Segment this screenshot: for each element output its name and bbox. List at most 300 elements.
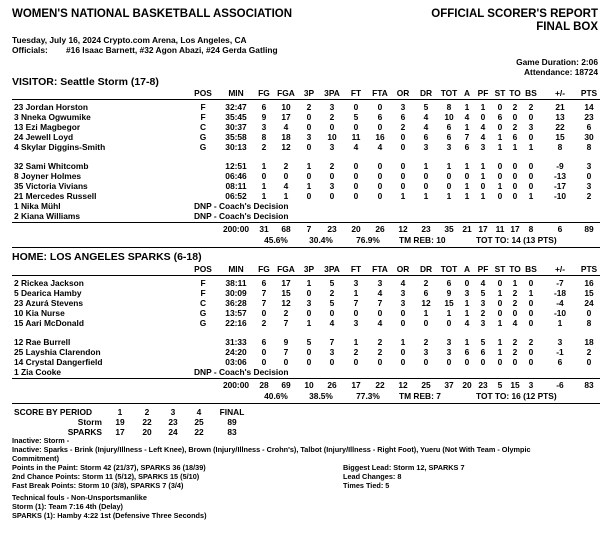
- stat-ft: 11: [351, 132, 361, 142]
- stat-or: 3: [400, 288, 406, 298]
- total-pa3: 26: [327, 380, 337, 390]
- stat-dr: 2: [423, 337, 429, 347]
- player-name: 8 Joyner Holmes: [14, 171, 82, 181]
- stat-tot: 10: [444, 112, 454, 122]
- column-header-st: ST: [494, 88, 506, 98]
- stat-to: 0: [512, 161, 518, 171]
- total-to: 17: [510, 224, 520, 234]
- stat-dr: 3: [423, 142, 429, 152]
- stat-pm: -10: [553, 191, 567, 201]
- stat-a: 1: [464, 102, 470, 112]
- stat-to: 2: [512, 102, 518, 112]
- total-bs: 8: [528, 224, 534, 234]
- period-score: 22: [194, 427, 204, 437]
- stat-or: 0: [400, 357, 406, 367]
- stat-pts: 16: [584, 278, 594, 288]
- total-min: 200:00: [222, 224, 250, 234]
- biggest-lead: Biggest Lead: Storm 12, SPARKS 7: [343, 463, 465, 472]
- stat-bs: 3: [528, 122, 534, 132]
- stat-fga: 7: [283, 318, 289, 328]
- stat-fga: 1: [283, 191, 289, 201]
- player-name: 23 Jordan Horston: [14, 102, 88, 112]
- stat-bs: 0: [528, 132, 534, 142]
- stat-dr: 0: [423, 171, 429, 181]
- stat-bs: 0: [528, 278, 534, 288]
- column-header-pf: PF: [477, 88, 489, 98]
- inactive-sparks-cont: Commitment): [12, 454, 60, 463]
- stat-pm: 1: [557, 318, 563, 328]
- technical-storm: Storm (1): Team 7:16 4th (Delay): [12, 502, 123, 511]
- total-p3: 10: [304, 380, 314, 390]
- player-row: [0, 347, 612, 357]
- stat-ft: 0: [353, 181, 359, 191]
- player-row: [0, 161, 612, 171]
- stat-dr: 5: [423, 102, 429, 112]
- stat-min: 06:46: [225, 171, 247, 181]
- stat-ft: 7: [353, 298, 359, 308]
- player-row: [0, 337, 612, 347]
- stat-pa3: 10: [327, 132, 337, 142]
- stat-pm: 15: [555, 132, 565, 142]
- stat-a: 1: [464, 181, 470, 191]
- stat-fg: 9: [261, 112, 267, 122]
- stat-p3: 0: [306, 308, 312, 318]
- player-name: 2 Rickea Jackson: [14, 278, 84, 288]
- stat-pa3: 4: [329, 318, 335, 328]
- column-header-pts: PTS: [580, 88, 598, 98]
- total-p3: 7: [306, 224, 312, 234]
- stat-pa3: 3: [329, 181, 335, 191]
- player-row: [0, 288, 612, 298]
- period-score: 89: [227, 417, 237, 427]
- stat-tot: 0: [446, 181, 452, 191]
- attendance: Attendance: 18724: [523, 67, 598, 77]
- stat-fg: 2: [261, 318, 267, 328]
- stat-or: 4: [400, 278, 406, 288]
- stat-fg: 0: [261, 171, 267, 181]
- column-header-row: [0, 88, 612, 98]
- stat-st: 0: [497, 308, 503, 318]
- period-label: 3: [170, 407, 176, 417]
- stat-tot: 6: [446, 122, 452, 132]
- stat-tot: 1: [446, 308, 452, 318]
- column-header-p3: 3P: [303, 264, 315, 274]
- total-pf: 23: [478, 380, 488, 390]
- stat-pf: 0: [480, 112, 486, 122]
- total-tot: 35: [444, 224, 454, 234]
- total-a: 20: [462, 380, 472, 390]
- column-header-pm: +/-: [554, 264, 566, 274]
- stat-pts: 3: [586, 181, 592, 191]
- stat-or: 0: [400, 347, 406, 357]
- stat-pts: 2: [586, 347, 592, 357]
- team-rebounds: TM REB: 10: [399, 235, 446, 245]
- stat-fta: 0: [377, 122, 383, 132]
- dnp-note: DNP - Coach's Decision: [194, 367, 289, 377]
- stat-fga: 15: [281, 288, 291, 298]
- header-rule: [12, 275, 600, 276]
- stat-pm: 8: [557, 142, 563, 152]
- stat-pa3: 3: [329, 142, 335, 152]
- score-period-row: [0, 417, 612, 427]
- stat-pos: F: [200, 278, 206, 288]
- column-header-st: ST: [494, 264, 506, 274]
- stat-fg: 2: [261, 142, 267, 152]
- stat-fta: 0: [377, 181, 383, 191]
- stat-bs: 1: [528, 142, 534, 152]
- stat-st: 0: [497, 278, 503, 288]
- stat-pos: C: [199, 298, 207, 308]
- stat-fga: 12: [281, 298, 291, 308]
- total-to: 15: [510, 380, 520, 390]
- stat-pf: 4: [480, 278, 486, 288]
- report-title: OFFICIAL SCORER'S REPORT: [431, 8, 598, 20]
- stat-tot: 6: [446, 132, 452, 142]
- stat-tot: 8: [446, 102, 452, 112]
- column-header-p3: 3P: [303, 88, 315, 98]
- second-chance-points: 2nd Chance Points: Storm 11 (5/12), SPARKS 15 (5/10): [12, 472, 200, 481]
- column-header-fg: FG: [258, 88, 270, 98]
- stat-pa3: 2: [329, 112, 335, 122]
- inactive-storm: Inactive: Storm -: [12, 436, 70, 445]
- column-header-pf: PF: [477, 264, 489, 274]
- stat-or: 1: [400, 337, 406, 347]
- total-st: 11: [495, 224, 505, 234]
- stat-min: 08:11: [225, 181, 247, 191]
- stat-bs: 0: [528, 112, 534, 122]
- totals-row: [0, 380, 612, 390]
- stat-or: 0: [400, 171, 406, 181]
- total-or: 12: [398, 224, 408, 234]
- player-row: [0, 102, 612, 112]
- player-row: [0, 308, 612, 318]
- stat-a: 0: [464, 171, 470, 181]
- points-in-paint: Points in the Paint: Storm 42 (21/37), SPARKS 36 (18/39): [12, 463, 206, 472]
- total-ft: 20: [351, 224, 361, 234]
- stat-fta: 0: [377, 102, 383, 112]
- stat-ft: 1: [353, 337, 359, 347]
- stat-p3: 1: [306, 181, 312, 191]
- stat-ft: 4: [353, 142, 359, 152]
- player-name: 3 Nneka Ogwumike: [14, 112, 91, 122]
- stat-to: 2: [512, 288, 518, 298]
- stat-pf: 3: [480, 318, 486, 328]
- stat-min: 24:20: [225, 347, 247, 357]
- stat-fga: 0: [283, 357, 289, 367]
- column-header-row: [0, 264, 612, 274]
- stat-to: 0: [512, 181, 518, 191]
- player-name: 1 Nika Mühl: [14, 201, 61, 211]
- stat-to: 6: [512, 132, 518, 142]
- stat-dr: 1: [423, 191, 429, 201]
- stat-min: 30:13: [225, 142, 247, 152]
- total-bs: 3: [528, 380, 534, 390]
- stat-fga: 17: [281, 278, 291, 288]
- stat-pm: 22: [555, 122, 565, 132]
- stat-a: 1: [464, 298, 470, 308]
- stat-fg: 1: [261, 161, 267, 171]
- column-header-or: OR: [396, 264, 410, 274]
- stat-fg: 0: [261, 357, 267, 367]
- stat-fg: 0: [261, 347, 267, 357]
- section-end-rule: [12, 247, 600, 248]
- totals-rule: [12, 222, 600, 223]
- stat-pa3: 3: [329, 102, 335, 112]
- column-header-fg: FG: [258, 264, 270, 274]
- stat-fga: 12: [281, 142, 291, 152]
- section-end-rule: [12, 403, 600, 404]
- stat-to: 2: [512, 122, 518, 132]
- stat-fta: 4: [377, 288, 383, 298]
- percentages-row: [0, 391, 612, 401]
- stat-pos: G: [199, 308, 207, 318]
- stat-a: 1: [464, 308, 470, 318]
- stat-or: 2: [400, 122, 406, 132]
- column-header-pa3: 3PA: [324, 88, 340, 98]
- stat-min: 38:11: [225, 278, 247, 288]
- stat-st: 1: [497, 288, 503, 298]
- stat-ft: 5: [353, 112, 359, 122]
- stat-pos: F: [200, 288, 206, 298]
- period-score: 83: [227, 427, 237, 437]
- stat-pm: -7: [556, 278, 564, 288]
- league-title: WOMEN'S NATIONAL BASKETBALL ASSOCIATION: [12, 8, 293, 20]
- stat-ft: 0: [353, 122, 359, 132]
- stat-to: 4: [512, 318, 518, 328]
- player-row: [0, 171, 612, 181]
- player-name: 5 Dearica Hamby: [14, 288, 82, 298]
- player-row: [0, 181, 612, 191]
- stat-a: 3: [464, 288, 470, 298]
- total-ft: 17: [351, 380, 361, 390]
- column-header-to: TO: [509, 88, 521, 98]
- technical-fouls-label: Technical fouls - Non-Unsportsmanlike: [12, 493, 147, 502]
- game-info-line: Tuesday, July 16, 2024 Crypto.com Arena, Los Angeles, CA: [12, 35, 247, 45]
- column-header-fga: FGA: [277, 88, 295, 98]
- fast-break-points: Fast Break Points: Storm 10 (3/8), SPARKS 7 (3/4): [12, 481, 184, 490]
- column-header-tot: TOT: [440, 88, 458, 98]
- stat-pts: 0: [586, 357, 592, 367]
- times-tied: Times Tied: 5: [343, 481, 390, 490]
- column-header-pos: POS: [194, 88, 212, 98]
- percentages-row: [0, 235, 612, 245]
- stat-pa3: 0: [329, 191, 335, 201]
- player-name: 32 Sami Whitcomb: [14, 161, 89, 171]
- stat-fga: 7: [283, 347, 289, 357]
- stat-p3: 0: [306, 288, 312, 298]
- stat-st: 1: [497, 132, 503, 142]
- stat-to: 2: [512, 347, 518, 357]
- stat-pm: -18: [553, 288, 567, 298]
- stat-min: 35:45: [225, 112, 247, 122]
- stat-pf: 1: [480, 161, 486, 171]
- stat-a: 1: [464, 191, 470, 201]
- stat-pm: -13: [553, 171, 567, 181]
- stat-pa3: 5: [329, 278, 335, 288]
- stat-fta: 4: [377, 142, 383, 152]
- stat-fg: 8: [261, 132, 267, 142]
- total-dr: 23: [421, 224, 431, 234]
- total-pf: 17: [478, 224, 488, 234]
- period-label: 1: [117, 407, 123, 417]
- stat-tot: 15: [444, 298, 454, 308]
- stat-dr: 1: [423, 308, 429, 318]
- stat-a: 4: [464, 318, 470, 328]
- player-name: 10 Kia Nurse: [14, 308, 65, 318]
- score-period-header: [0, 407, 612, 417]
- total-st: 5: [497, 380, 503, 390]
- stat-bs: 0: [528, 318, 534, 328]
- stat-p3: 2: [306, 102, 312, 112]
- stat-tot: 3: [446, 347, 452, 357]
- game-duration: Game Duration: 2:06: [516, 57, 598, 67]
- period-score: 24: [168, 427, 178, 437]
- player-row: [0, 122, 612, 132]
- stat-pa3: 0: [329, 171, 335, 181]
- stat-ft: 0: [353, 308, 359, 318]
- period-score: 17: [115, 427, 125, 437]
- stat-ft: 0: [353, 171, 359, 181]
- stat-st: 0: [497, 191, 503, 201]
- stat-pf: 1: [480, 171, 486, 181]
- stat-to: 1: [512, 142, 518, 152]
- stat-pa3: 7: [329, 337, 335, 347]
- stat-fga: 17: [281, 112, 291, 122]
- total-min: 200:00: [222, 380, 250, 390]
- stat-pts: 3: [586, 161, 592, 171]
- stat-bs: 1: [528, 191, 534, 201]
- stat-pts: 30: [584, 132, 594, 142]
- stat-or: 6: [400, 112, 406, 122]
- stat-dr: 3: [423, 347, 429, 357]
- column-header-dr: DR: [419, 264, 433, 274]
- period-label: FINAL: [219, 407, 245, 417]
- player-row: [0, 191, 612, 201]
- column-header-dr: DR: [419, 88, 433, 98]
- period-label: 2: [144, 407, 150, 417]
- score-period-row: [0, 427, 612, 437]
- stat-bs: 2: [528, 102, 534, 112]
- stat-bs: 0: [528, 161, 534, 171]
- player-row: [0, 112, 612, 122]
- stat-to: 0: [512, 112, 518, 122]
- player-name: 23 Azurá Stevens: [14, 298, 84, 308]
- stat-fta: 7: [377, 298, 383, 308]
- stat-min: 30:37: [225, 122, 247, 132]
- stat-pos: G: [199, 318, 207, 328]
- player-row: [0, 318, 612, 328]
- stat-pf: 5: [480, 337, 486, 347]
- stat-st: 1: [497, 181, 503, 191]
- stat-bs: 1: [528, 288, 534, 298]
- stat-dr: 6: [423, 288, 429, 298]
- stat-pos: G: [199, 142, 207, 152]
- total-tot: 37: [444, 380, 454, 390]
- player-name: 15 Aari McDonald: [14, 318, 84, 328]
- report-subtitle: FINAL BOX: [536, 21, 598, 33]
- total-pts: 89: [584, 224, 594, 234]
- stat-fta: 0: [377, 191, 383, 201]
- stat-fg: 0: [261, 308, 267, 318]
- total-pm: 6: [557, 224, 563, 234]
- stat-min: 31:33: [225, 337, 247, 347]
- score-by-period-label: SCORE BY PERIOD: [14, 407, 93, 417]
- stat-ft: 0: [353, 357, 359, 367]
- stat-pf: 6: [480, 347, 486, 357]
- total-fga: 69: [281, 380, 291, 390]
- player-name: 12 Rae Burrell: [14, 337, 71, 347]
- stat-ft: 2: [353, 347, 359, 357]
- column-header-a: A: [463, 264, 471, 274]
- column-header-min: MIN: [228, 264, 244, 274]
- team-rebounds: TM REB: 7: [399, 391, 441, 401]
- stat-fga: 2: [283, 161, 289, 171]
- stat-a: 6: [464, 142, 470, 152]
- total-or: 12: [398, 380, 408, 390]
- stat-pf: 3: [480, 298, 486, 308]
- stat-min: 32:47: [225, 102, 247, 112]
- home-team-title: HOME: LOS ANGELES SPARKS (6-18): [12, 251, 202, 263]
- stat-dr: 1: [423, 161, 429, 171]
- column-header-ft: FT: [350, 264, 362, 274]
- stat-fta: 3: [377, 278, 383, 288]
- officials-list: #16 Isaac Barnett, #32 Agon Abazi, #24 Gerda Gatling: [66, 45, 278, 55]
- stat-or: 0: [400, 318, 406, 328]
- stat-st: 0: [497, 122, 503, 132]
- stat-min: 03:06: [225, 357, 247, 367]
- stat-min: 22:16: [225, 318, 247, 328]
- stat-st: 0: [497, 171, 503, 181]
- stat-p3: 1: [306, 318, 312, 328]
- ft-percentage: 77.3%: [356, 391, 380, 401]
- stat-pts: 18: [584, 337, 594, 347]
- period-team-name: Storm: [77, 417, 102, 427]
- stat-fta: 4: [377, 318, 383, 328]
- column-header-bs: BS: [525, 88, 537, 98]
- stat-pm: 21: [555, 102, 565, 112]
- total-pts: 83: [584, 380, 594, 390]
- column-header-or: OR: [396, 88, 410, 98]
- stat-dr: 0: [423, 318, 429, 328]
- stat-bs: 0: [528, 171, 534, 181]
- column-header-bs: BS: [525, 264, 537, 274]
- stat-or: 0: [400, 161, 406, 171]
- stat-min: 06:52: [225, 191, 247, 201]
- stat-pts: 0: [586, 171, 592, 181]
- total-fga: 68: [281, 224, 291, 234]
- stat-pts: 8: [586, 318, 592, 328]
- column-header-pa3: 3PA: [324, 264, 340, 274]
- player-name: 25 Layshia Clarendon: [14, 347, 101, 357]
- stat-p3: 1: [306, 278, 312, 288]
- stat-pts: 14: [584, 102, 594, 112]
- stat-pos: G: [199, 132, 207, 142]
- lead-changes: Lead Changes: 8: [343, 472, 402, 481]
- stat-dr: 12: [421, 298, 431, 308]
- period-score: 19: [115, 417, 125, 427]
- stat-fta: 6: [377, 112, 383, 122]
- stat-p3: 1: [306, 161, 312, 171]
- stat-pf: 4: [480, 132, 486, 142]
- stat-pa3: 2: [329, 161, 335, 171]
- column-header-to: TO: [509, 264, 521, 274]
- stat-a: 0: [464, 357, 470, 367]
- stat-pts: 15: [584, 288, 594, 298]
- stat-st: 0: [497, 161, 503, 171]
- stat-tot: 0: [446, 318, 452, 328]
- three-point-percentage: 38.5%: [309, 391, 333, 401]
- stat-to: 1: [512, 278, 518, 288]
